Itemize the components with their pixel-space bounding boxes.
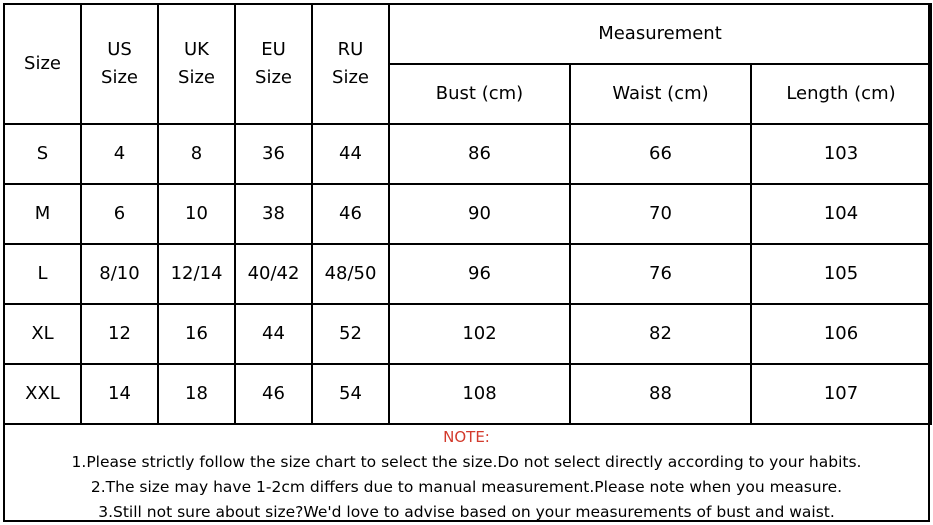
- cell-uk: 10: [158, 184, 235, 244]
- cell-waist: 70: [570, 184, 751, 244]
- notes-section: [5, 425, 928, 522]
- cell-length: 103: [751, 124, 931, 184]
- cell-length: 105: [751, 244, 931, 304]
- header-measurement: Measurement: [389, 4, 931, 64]
- cell-eu: 38: [235, 184, 312, 244]
- cell-eu: 46: [235, 364, 312, 424]
- table-row: [4, 184, 931, 244]
- cell-uk: 16: [158, 304, 235, 364]
- cell-ru: 52: [312, 304, 389, 364]
- cell-ru: 46: [312, 184, 389, 244]
- header-row-1: [4, 4, 931, 64]
- header-length: Length (cm): [751, 64, 931, 124]
- cell-waist: 76: [570, 244, 751, 304]
- cell-waist: 88: [570, 364, 751, 424]
- cell-size: XL: [4, 304, 81, 364]
- header-size: Size: [4, 4, 81, 124]
- cell-eu: 40/42: [235, 244, 312, 304]
- cell-us: 8/10: [81, 244, 158, 304]
- cell-uk: 8: [158, 124, 235, 184]
- header-us-size: US Size: [81, 4, 158, 124]
- cell-ru: 48/50: [312, 244, 389, 304]
- cell-size: XXL: [4, 364, 81, 424]
- cell-waist: 82: [570, 304, 751, 364]
- cell-size: S: [4, 124, 81, 184]
- header-uk-size: UK Size: [158, 4, 235, 124]
- cell-size: M: [4, 184, 81, 244]
- cell-length: 104: [751, 184, 931, 244]
- cell-ru: 54: [312, 364, 389, 424]
- cell-bust: 90: [389, 184, 570, 244]
- cell-us: 6: [81, 184, 158, 244]
- cell-bust: 108: [389, 364, 570, 424]
- note-title: NOTE:: [443, 428, 490, 446]
- table-row: [4, 304, 931, 364]
- header-waist: Waist (cm): [570, 64, 751, 124]
- header-bust: Bust (cm): [389, 64, 570, 124]
- note-line-1: 1.Please strictly follow the size chart to select the size.Do not select directly according to your habits.: [71, 453, 862, 471]
- cell-bust: 86: [389, 124, 570, 184]
- cell-bust: 96: [389, 244, 570, 304]
- size-table: [3, 3, 932, 425]
- size-chart: [3, 3, 930, 522]
- cell-ru: 44: [312, 124, 389, 184]
- cell-length: 106: [751, 304, 931, 364]
- table-row: [4, 124, 931, 184]
- cell-bust: 102: [389, 304, 570, 364]
- cell-eu: 44: [235, 304, 312, 364]
- cell-waist: 66: [570, 124, 751, 184]
- header-eu-size: EU Size: [235, 4, 312, 124]
- cell-eu: 36: [235, 124, 312, 184]
- note-line-3: 3.Still not sure about size?We'd love to advise based on your measurements of bust and waist.: [98, 503, 835, 521]
- table-row: [4, 364, 931, 424]
- note-line-2: 2.The size may have 1-2cm differs due to manual measurement.Please note when you measure.: [90, 478, 843, 496]
- cell-uk: 12/14: [158, 244, 235, 304]
- cell-length: 107: [751, 364, 931, 424]
- table-row: [4, 244, 931, 304]
- cell-us: 14: [81, 364, 158, 424]
- cell-uk: 18: [158, 364, 235, 424]
- cell-us: 12: [81, 304, 158, 364]
- cell-size: L: [4, 244, 81, 304]
- header-ru-size: RU Size: [312, 4, 389, 124]
- cell-us: 4: [81, 124, 158, 184]
